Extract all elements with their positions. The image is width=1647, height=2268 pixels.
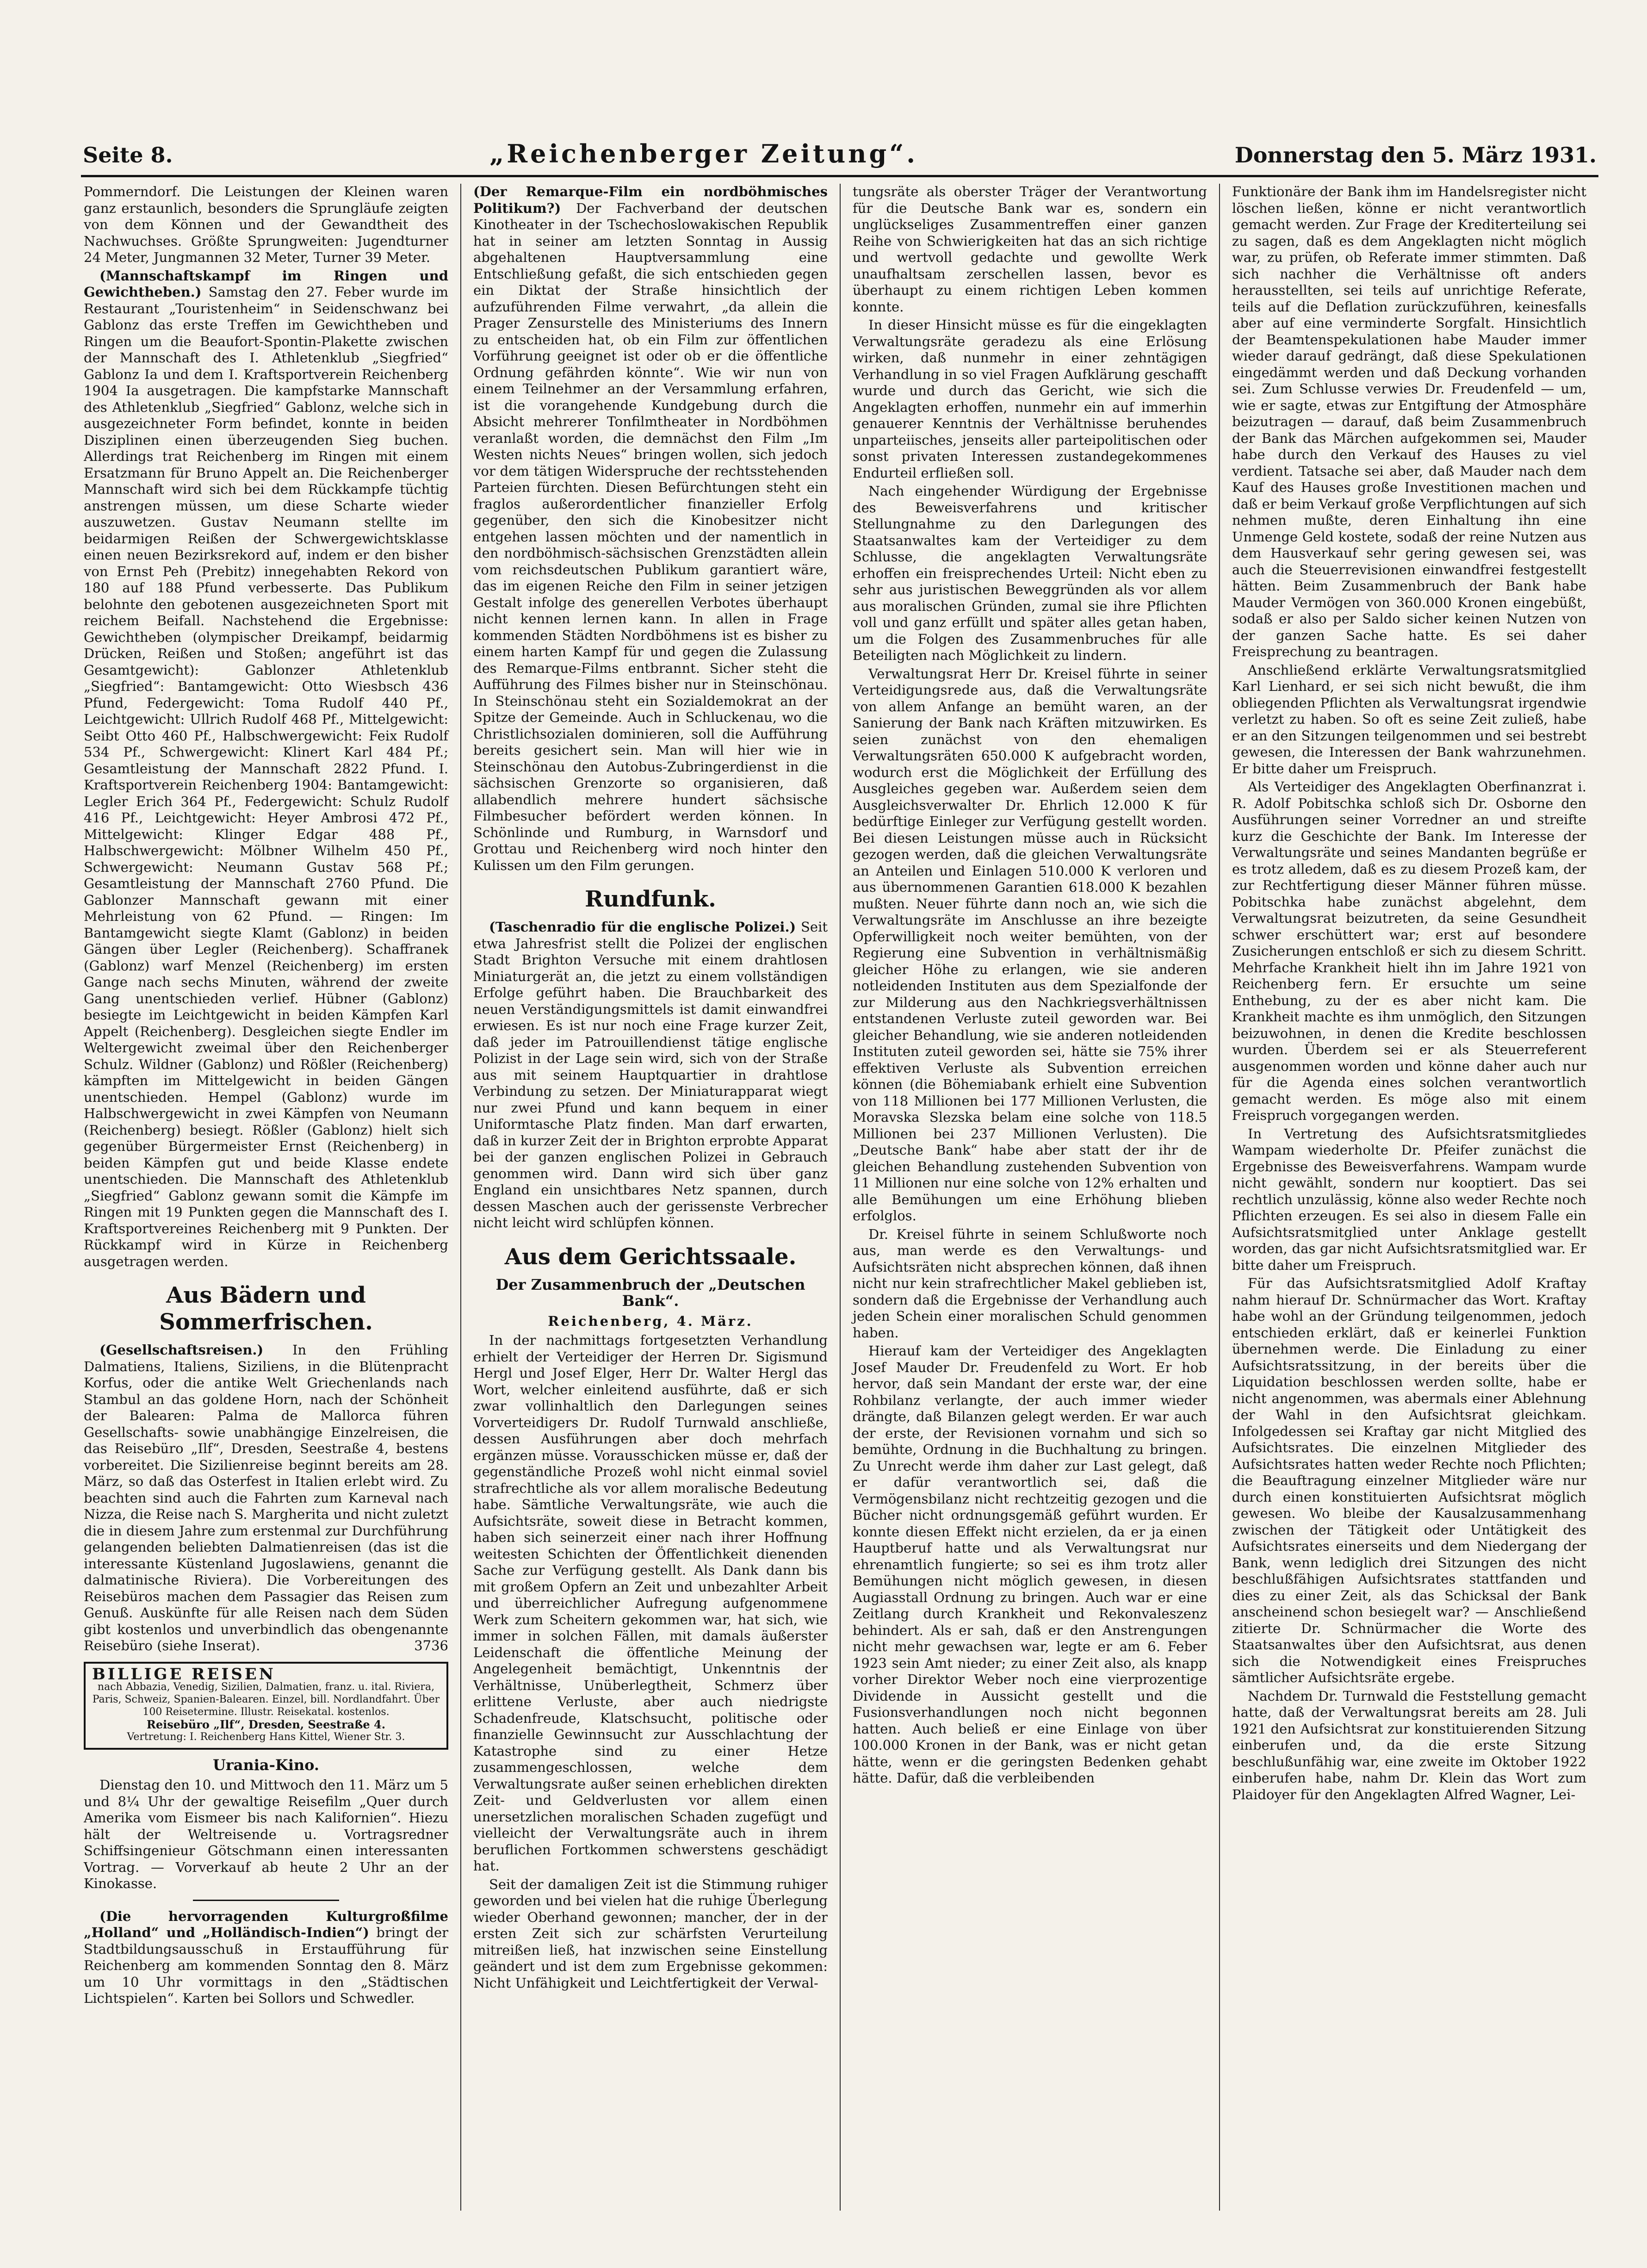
radio-text: Seit etwa Jahresfrist stellt die Polizei der englischen Stadt Brighton Versuche mit einem drahtlosen Miniaturgerät an, die jetzt zu einem vollständigen Erfolge geführt haben. Die Brauchbarkeit des neuen Verständigungsmittels ist damit einwandfrei erwiesen. Es ist nur noch eine Frage kurzer Zeit, daß jeder im Patrouillendienst tätige englische Polizist in der Lage sein wird, sich von der Straße aus mit seinem Hauptquartier in drahtlose Verbindung zu setzen. Der Miniaturapparat wiegt nur zwei Pfund und kann bequem in einer Uniformtasche Platz finden. Man darf erwarten, daß in kurzer Zeit der in Brighton erprobte Apparat bei der ganzen englischen Polizei in Gebrauch genommen wird. Dann wird sich über ganz England ein unsichtbares Netz spannen, durch dessen Maschen auch der gerissenste Verbrecher nicht leicht wird schlüpfen können. (473, 919, 828, 1230)
running-header (81, 139, 1598, 177)
radio-paragraph (473, 919, 828, 1231)
section-heading-radio: Rundfunk. (585, 886, 716, 912)
travel-heading: (Gesellschaftsreisen.) (99, 1342, 264, 1358)
ad-agency: Reisebüro „Ilf“, Dresden, Seestraße 4. (146, 1717, 386, 1731)
cinema-paragraph: Dienstag den 10. und Mittwoch den 11. März um 5 und 8¼ Uhr der gewaltige Reisefilm „Quer durch Amerika vom Eismeer bis nach Kalifornien“. Hiezu hält der Weltreisende u. Vortragsredner Schiffsingenieur Götschmann einen interessanten Vortrag. — Vorverkauf ab heute 2 Uhr an der Kinokasse. (84, 1777, 448, 1891)
remarque-paragraph (473, 184, 828, 874)
court-paragraph-5: Nach eingehender Würdigung der Ergebnisse des Beweisverfahrens und kritischer Stellungnahme zu den Darlegungen des Staatsanwaltes kam der Verteidiger zu dem Schlusse, die angeklagten Verwaltungsräte erhoffen ein freisprechendes Urteil: Nicht eben zu sehr aus juristischen Beweggründen als vor allem aus moralischen Gründen, zumal sie ihre Pflichten voll und ganz erfüllt und später alles getan haben, um die Folgen des Zusammenbruches für alle Beteiligten nach Möglichkeit zu lindern. (853, 483, 1207, 663)
court-paragraph-12: In Vertretung des Aufsichtsratsmitgliedes Wampam wiederholte Dr. Pfeifer zunächst die Ergebnisse des Beweisverfahrens. Wampam wurde nicht gewählt, sondern nur kooptiert. Das sei rechtlich unzulässig, könne also weder Rechte noch Pflichten erzeugen. Es sei also in diesem Falle ein Aufsichtsratsmitglied unter Anklage gestellt worden, das gar nicht Aufsichtsratsmitglied war. Er bitte daher um Freispruch. (1232, 1125, 1586, 1273)
court-paragraph-6: Verwaltungsrat Herr Dr. Kreisel führte in seiner Verteidigungsrede aus, daß die Verwaltungsräte von allem Anfange an bemüht waren, an der Sanierung der Bank nach Kräften mitzuwirken. Es seien zunächst von den ehemaligen Verwaltungsräten 650.000 K aufgebracht worden, wodurch erst die Möglichkeit der Erfüllung des Ausgleiches gegeben war. Außerdem seien dem Ausgleichsverwalter Dr. Ehrlich 12.000 K für bedürftige Einleger zur Verfügung gestellt worden. Bei diesen Leistungen müsse auch in Rücksicht gezogen werden, daß die gleichen Verwaltungsräte an Anteilen und Einlagen 510.000 K verloren und aus übernommenen Garantien 618.000 K bezahlen mußten. Neuer führte dann noch an, wie sich die Verwaltungsräte im Anschlusse an ihre bezeigte Opferwilligkeit noch weiter bemühten, von der Regierung eine Subvention in verhältnismäßig gleicher Höhe zu erlangen, wie sie anderen notleidenden Instituten aus dem Spezialfonde der zur Milderung aus den Nachkriegsverhältnissen entstandenen Verluste zuteil geworden war. Bei gleicher Behandlung, wie sie anderen notleidenden Instituten zuteil geworden sei, hätte sie 75% ihrer effektiven Verluste als Subvention erreichen können (die Böhemiabank erhielt eine Subvention von 118 Millionen bei 177 Millionen Verlusten, die Moravska Slezska belam eine solche von 118.5 Millionen bei 237 Millionen Verlusten). Die „Deutsche Bank“ habe aber statt der ihr de gleichen Behandlung zustehenden Subvention von 11 Millionen nur eine solche von 12% erhalten und alle Bemühungen um eine Erhöhung blieben erfolglos. (853, 665, 1207, 1224)
ad-text: nach Abbazia, Venedig, Sizilien, Dalmatien, franz. u. ital. Riviera, Paris, Schweiz, Spanien-Balearen. Einzel, bill. Nordlandfahrt. Über 100 Reisetermine. Illustr. Reisekatal. kostenlos. (92, 1681, 440, 1718)
column-4 (1219, 184, 1598, 2211)
sports-paragraph: Pommerndorf. Die Leistungen der Kleinen waren ganz erstaunlich, besonders die Sprungläufe zeigten von dem Können und der Gewandtheit des Nachwuchses. Größte Sprungweiten: Jugendturner 24 Meter, Jungmannen 32 Meter, Turner 39 Meter. (84, 184, 448, 265)
court-subheading: Der Zusammenbruch der „Deutschen Bank“. (495, 1275, 805, 1310)
court-paragraph-4: In dieser Hinsicht müsse es für die eingeklagten Verwaltungsräte geradezu als eine Erlösung wirken, daß nunmehr in einer zehntägigen Verhandlung in so viel Fragen Aufklärung geschafft wurde und durch das Gericht, wie sich die Angeklagten erhoffen, nunmehr ein auf immerhin genauerer Kenntnis der Verhältnisse beruhendes unparteiisches, jenseits aller parteipolitischen oder sonst privaten Interessen zustandegekommenes Endurteil erfließen soll. (853, 317, 1207, 481)
court-paragraph-13: Für das Aufsichtsratsmitglied Adolf Kraftay nahm hierauf Dr. Schnürmacher das Wort. Kraftay habe wohl an der Gründung teilgenommen, jedoch entschieden erklärt, daß er keinerlei Funktion übernehmen werde. Die Einladung zu einer Aufsichtsratssitzung, in der bereits über die Liquidation beschlossen werden sollte, habe er nicht angenommen, was abermals einer Ablehnung der Wahl in den Aufsichtsrat gleichkam. Infolgedessen sei Kraftay gar nicht Mitglied des Aufsichtsrates. Die einzelnen Mitglieder des Aufsichtsrates hatten weder Rechte noch Pflichten; die Beauftragung einzelner Mitglieder wäre nur durch einen konstituierten Aufsichtsrat möglich gewesen. Wo bleibe der Kausalzusammenhang zwischen der Tätigkeit oder Untätigkeit des Aufsichtsrates einerseits und dem Niedergang der Bank, wenn lediglich drei Sitzungen des nicht beschlußfähigen Aufsichtsrates stattfanden und dies zu einer Zeit, als das Schicksal der Bank anscheinend schon besiegelt war? — Anschließend zitierte Dr. Schnürmacher die Worte des Staatsanwaltes über den Aufsichtsrat, aus denen sich die Notwendigkeit eines Freispruches sämtlicher Aufsichtsräte ergebe. (1232, 1275, 1586, 1685)
court-paragraph-10: Anschließend erklärte Verwaltungsratsmitglied Karl Lienhard, er sei sich nicht bewußt, die ihm obliegenden Pflichten als Verwaltungsrat irgendwie verletzt zu haben. So oft es seine Zeit zuließ, habe er an den Sitzungen teilgenommen und sei bestrebt gewesen, die Interessen der Bank wahrzunehmen. Er bitte daher um Freispruch. (1232, 662, 1586, 777)
issue-date: Donnerstag den 5. März 1931. (1234, 143, 1597, 168)
section-heading-court: Aus dem Gerichtssaale. (504, 1243, 797, 1270)
court-paragraph-11: Als Verteidiger des Angeklagten Oberfinanzrat i. R. Adolf Pobitschka schloß sich Dr. Osborne den Ausführungen seiner Vorredner an und streifte kurz die Geschichte der Bank. Im Interesse der Verwaltungsräte und seines Mandanten begrüße er es trotz alledem, daß es zu diesem Prozeß kam, der zur Rechtfertigung dieser Männer führen müsse. Pobitschka habe zunächst abgelehnt, dem Verwaltungsrat beizutreten, da seine Gesundheit schwer erschüttert war; erst auf besondere Zusicherungen entschloß er sich zu diesem Schritt. Mehrfache Krankheit hielt ihn im Jahre 1921 von Reichenberg fern. Er ersuchte um seine Enthebung, zu der es aber nicht kam. Die Krankheit machte es ihm unmöglich, den Sitzungen beizuwohnen, in denen die Kredite beschlossen wurden. Überdem sei er als Steuerreferent ausgenommen worden und könne daher auch nur für die Agenda eines solchen verantwortlich gemacht werden. Es möge also mit einem Freispruch vorgegangen werden. (1232, 779, 1586, 1123)
travel-advertisement (84, 1662, 448, 1750)
remarque-text: Der Fachverband der deutschen Kinotheater in der Tschechoslowakischen Republik hat in seiner am letzten Sonntag in Aussig abgehaltenen Hauptversammlung eine Entschließung gefaßt, die sich entschieden gegen ein Diktat der Straße hinsichtlich der aufzuführenden Filme verwahrt, „da allein die Prager Zensurstelle des Ministeriums des Innern zu entscheiden hat, ob ein Film zur öffentlichen Vorführung geeignet ist oder ob er die öffentliche Ordnung gefährden könnte“. Wie wir nun von einem Teilnehmer an der Versammlung erfahren, ist die vorangehende Kundgebung durch die Absicht mehrerer Tonfilmtheater in Nordböhmen veranlaßt worden, die demnächst den Film „Im Westen nichts Neues“ bringen wollen, sich jedoch vor dem tätigen Widerspruche der rechtsstehenden Parteien fürchten. Diesen Befürchtungen steht ein fraglos außerordentlicher finanzieller Erfolg gegenüber, den sich die Kinobesitzer nicht entgehen lassen möchten und der namentlich in den nordböhmisch-sächsischen Grenzstädten allein vom reichsdeutschen Publikum garantiert wäre, das im eigenen Reiche den Film in seiner jetzigen Gestalt infolge des generellen Verbotes überhaupt nicht kennen lernen kann. In allen in Frage kommenden Städten Nordböhmens ist es bisher zu einem harten Kampf für und gegen die Zulassung des Remarque-Films entbrannt. Sicher steht die Aufführung des Filmes bisher nur in Steinschönau. In Steinschönau steht ein Sozialdemokrat an der Spitze der Gemeinde. Auch in Schluckenau, wo die Christlichsozialen dominieren, soll die Aufführung bereits gesichert sein. Man will hier wie in Steinschönau den Autobus-Zubringerdienst in die sächsischen Grenzorte so organisieren, daß allabendlich mehrere hundert sächsische Filmbesucher befördert werden können. In Schönlinde und Rumburg, in Warnsdorf und Grottau und Reichenberg wird noch hinter den Kulissen um den Film gerungen. (473, 200, 828, 873)
remarque-heading: (Der Remarque-Film ein nordböhmisches Politikum?) (473, 184, 828, 216)
newspaper-page (81, 139, 1598, 2221)
court-paragraph-9: Funktionäre der Bank ihm im Handelsregister nicht löschen ließen, könne er nicht verantwortlich gemacht werden. Zur Frage der Krediterteilung sei zu sagen, daß es dem Angeklagten nicht möglich war, zu prüfen, ob Referate immer stimmten. Daß sich nachher die Verhältnisse oft anders herausstellten, sei teils auf unrichtige Referate, teils auf die Deflation zurückzuführen, keinesfalls aber auf eine verminderte Sorgfalt. Hinsichtlich der Beamtenspekulationen habe Mauder immer wieder darauf gedrängt, daß diese Spekulationen eingedämmt werden und daß Deckung vorhanden sei. Zum Schlusse verwies Dr. Freudenfeld — um, wie er sagte, etwas zur Entgiftung der Atmosphäre beizutragen — darauf, daß beim Zusammenbruch der Bank das Märchen aufgekommen sei, Mauder habe durch den Verkauf des Hauses zu viel verdient. Tatsache sei aber, daß Mauder nach dem Kauf des Hauses große Investitionen machen und daß er beim Verkauf große Verpflichtungen auf sich nehmen mußte, deren Einhaltung ihn eine Unmenge Geld kostete, sodaß der reine Nutzen aus dem Hausverkauf sehr gering gewesen sei, was auch die Steuerrevisionen einwandfrei festgestellt hätten. Beim Zusammenbruch der Bank habe Mauder Vermögen von 360.000 Kronen eingebüßt, sodaß er also per Saldo sicher keinen Nutzen von der ganzen Sache hatte. Es sei daher Freisprechung zu beantragen. (1232, 184, 1586, 659)
column-1 (81, 184, 460, 2211)
cinema-heading: Urania-Kino. (212, 1756, 320, 1774)
section-heading-baths: Aus Bädern und Sommerfrischen. (159, 1282, 373, 1335)
page-number: Seite 8. (83, 143, 173, 168)
column-3 (840, 184, 1219, 2211)
court-paragraph-7: Dr. Kreisel führte in seinem Schlußworte noch aus, man werde es den Verwaltungs- und Aufsichtsräten nicht absprechen können, daß ihnen nicht nur kein strafrechtlicher Makel geblieben ist, sondern daß die Ergebnisse der Verhandlung auch jeden Schein einer moralischen Schuld genommen haben. (853, 1226, 1207, 1341)
ad-title: BILLIGE REISEN (92, 1665, 276, 1684)
court-paragraph-3: tungsräte als oberster Träger der Verantwortung für die Deutsche Bank war es, sondern ein unglückseliges Zusammentreffen einer ganzen Reihe von Schwierigkeiten hat das an sich richtige und wertvoll gedachte und gewollte Werk unaufhaltsam zerschellen lassen, bevor es überhaupt zu einem richtigen Leben kommen konnte. (853, 184, 1207, 315)
wrestling-paragraph (84, 268, 448, 1270)
culture-film-heading: (Die hervorragenden Kulturgroßfilme „Holland“ und „Holländisch-Indien“) (84, 1908, 448, 1940)
ad-reference-number: 3736 (414, 1638, 448, 1653)
court-paragraph-14: Nachdem Dr. Turnwald die Feststellung gemacht hatte, daß der Verwaltungsrat bereits am 28. Juli 1921 den Aufsichtsrat zur konstituierenden Sitzung einberufen und, da die erste Sitzung beschlußunfähig war, eine zweite im Oktober 1922 einberufen habe, nahm Dr. Klein das Wort zum Plaidoyer für den Angeklagten Alfred Wagner, Lei- (1232, 1688, 1586, 1802)
divider (193, 1900, 339, 1901)
ad-representation: Vertretung: I. Reichenberg Hans Kittel, Wiener Str. 3. (127, 1731, 405, 1743)
travel-text: In den Frühling Dalmatiens, Italiens, Siziliens, in die Blütenpracht Korfus, oder die antike Welt Griechenlands nach Stambul an das goldene Horn, nach der Schönheit der Balearen: Palma de Mallorca führen Gesellschafts- sowie unabhängige Einzelreisen, die das Reisebüro „Ilf“, Dresden, Seestraße 4, bestens vorbereitet. Die Sizilienreise beginnt bereits am 28. März, so daß das Osterfest in Italien erlebt wird. Zu beachten sind auch die Fahrten zum Karneval nach Nizza, die Reise nach S. Margherita und nicht zuletzt die in diesem Jahre zum erstenmal zur Durchführung gelangenden beliebten Dalmatienreisen (das ist die interessante Küstenland Jugoslawiens, genannt die dalmatinische Riviera). Die Vorbereitungen des Reisebüros machen dem Passagier das Reisen zum Genuß. Auskünfte für alle Reisen nach dem Süden gibt kostenlos und unverbindlich das obengenannte Reisebüro (siehe Inserat). (84, 1342, 448, 1653)
travel-paragraph (84, 1342, 448, 1654)
court-dateline: Reichenberg, 4. März. (548, 1313, 753, 1329)
column-2 (460, 184, 840, 2211)
radio-heading: (Taschenradio für die englische Polizei.) (489, 919, 796, 935)
wrestling-heading: (Mannschaftskampf im Ringen und Gewichtheben.) (84, 267, 448, 300)
newspaper-title: „Reichenberger Zeitung“. (489, 139, 918, 168)
court-paragraph-2: Seit der damaligen Zeit ist die Stimmung ruhiger geworden und bei vielen hat die ruhige Überlegung wieder Oberhand gewonnen; mancher, der in der ersten Zeit sich zur schärfsten Verurteilung mitreißen ließ, hat inzwischen seine Einstellung geändert und ist dem zum Ergebnisse gekommen: Nicht Unfähigkeit und Leichtfertigkeit der Verwal- (473, 1876, 828, 1991)
culture-film-text: bringt der Stadtbildungsausschuß in Erstaufführung für Reichenberg am kommenden Sonntag den 8. März um 10 Uhr vormittags in den „Städtischen Lichtspielen“. Karten bei Sollors und Schwedler. (84, 1925, 449, 2006)
court-paragraph-1: In der nachmittags fortgesetzten Verhandlung erhielt der Verteidiger der Herren Dr. Sigismund Hergl und Josef Elger, Herr Dr. Walter Hergl das Wort, welcher einleitend ausführte, daß er sich zwar vollinhaltlich den Darlegungen seines Vorverteidigers Dr. Rudolf Turnwald anschließe, dessen Ausführungen aber doch mehrfach ergänzen müsse. Vorausschicken müsse er, daß der gegenständliche Prozeß wohl nicht einmal soviel strafrechtliche als vor allem moralische Bedeutung habe. Sämtliche Verwaltungsräte, wie auch die Aufsichtsräte, soweit diese in Betracht kommen, haben sich seinerzeit einer nach ihrer Hoffnung weitesten Schichten der Öffentlichkeit dienenden Sache zur Verfügung gestellt. Als Dank dann bis mit großem Opfern an Zeit und unbezahlter Arbeit und überreichlicher Aufregung aufgenommene Werk zum Scheitern gekommen war, hat sich, wie immer in solchen Fällen, mit damals äußerster Leidenschaft die öffentliche Meinung der Angelegenheit bemächtigt, Unkenntnis der Verhältnisse, Unüberlegtheit, Schmerz über erlittene Verluste, aber auch niedrigste Schadenfreude, Klatschsucht, politische oder finanzielle Gewinnsucht zur Ausschlachtung der Katastrophe sind zu einer Hetze zusammengeschlossen, welche dem Verwaltungsrate außer seinen erheblichen direkten Zeit- und Geldverlusten vor allem einen unersetzlichen moralischen Schaden zugefügt und vielleicht der Verwaltungsräte auch in ihrem beruflichen Fortkommen schwerstens geschädigt hat. (473, 1332, 828, 1874)
wrestling-text: Samstag den 27. Feber wurde im Restaurant „Touristenheim“ in Seidenschwanz bei Gablonz das erste Treffen im Gewichtheben und Ringen um die Beaufort-Spontin-Plakette zwischen der Mannschaft des I. Athletenklub „Siegfried“ Gablonz Ia und dem I. Kraftsportverein Reichenberg 1904 Ia ausgetragen. Die kampfstarke Mannschaft des Athletenklub „Siegfried“ Gablonz, welche sich in ausgezeichneter Form befindet, konnte in beiden Disziplinen einen überzeugenden Sieg buchen. Allerdings trat Reichenberg im Ringen mit einem Ersatzmann für Bruno Appelt an. Die Reichenberger Mannschaft wird sich bei dem Rückkampfe tüchtig anstrengen müssen, um diese Scharte wieder auszuwetzen. Gustav Neumann stellte im beidarmigen Reißen der Schwergewichtsklasse einen neuen Bezirksrekord auf, indem er den bisher von Ernst Peh (Prebitz) innegehabten Rekord von 180 auf 188 Pfund verbesserte. Das Publikum belohnte den gebotenen ausgezeichneten Sport mit reichem Beifall. Nachstehend die Ergebnisse: Gewichtheben (olympischer Dreikampf, beidarmig Drücken, Reißen und Stoßen; angeführt ist das Gesamtgewicht): Gablonzer Athletenklub „Siegfried“: Bantamgewicht: Otto Wiesbsch 436 Pfund, Federgewicht: Toma Rudolf 440 Pf., Leichtgewicht: Ullrich Rudolf 468 Pf., Mittelgewicht: Seibt Otto 460 Pf., Halbschwergewicht: Feix Rudolf 534 Pf., Schwergewicht: Klinert Karl 484 Pf.; Gesamtleistung der Mannschaft 2822 Pfund. I. Kraftsportverein Reichenberg 1904: Bantamgewicht: Legler Erich 364 Pf., Federgewicht: Schulz Rudolf 416 Pf., Leichtgewicht: Heyer Ambrosi 472 Pf., Mittelgewicht: Klinger Edgar 488 Pf., Halbschwergewicht: Mölbner Wilhelm 450 Pf., Schwergewicht: Neumann Gustav 568 Pf.; Gesamtleistung der Mannschaft 2760 Pfund. Die Gablonzer Mannschaft gewann mit einer Mehrleistung von 62 Pfund. — Ringen: Im Bantamgewicht siegte Klamt (Gablonz) in beiden Gängen über Legler (Reichenberg). Schaffranek (Gablonz) warf Menzel (Reichenberg) im ersten Gange nach sechs Minuten, während der zweite Gang unentschieden verlief. Hübner (Gablonz) besiegte im Leichtgewicht in beiden Kämpfen Karl Appelt (Reichenberg). Desgleichen siegte Endler im Weltergewicht zweimal über den Reichenberger Schulz. Wildner (Gablonz) und Rößler (Reichenberg) kämpften im Mittelgewicht in beiden Gängen unentschieden. Hempel (Gablonz) wurde im Halbschwergewicht in zwei Kämpfen von Neumann (Reichenberg) besiegt. Rößler (Gablonz) hielt sich gegenüber Bürgermeister Ernst (Reichenberg) in beiden Kämpfen gut und beide Klasse endete unentschieden. Die Mannschaft des Athletenklub „Siegfried“ Gablonz gewann somit die Kämpfe im Ringen mit 19 Punkten gegen die Mannschaft des I. Kraftsportvereines Reichenberg mit 9 Punkten. Der Rückkampf wird in Kürze in Reichenberg ausgetragen werden. (84, 284, 449, 1269)
court-paragraph-8: Hierauf kam der Verteidiger des Angeklagten Josef Mauder Dr. Freudenfeld zu Wort. Er hob hervor, daß sein Mandant der erste war, der eine Rohbilanz verlangte, der auch immer wieder drängte, daß Bilanzen gelegt werden. Er war auch der erste, der Revisionen vornahm und sich so bemühte, Ordnung in die Buchhaltung zu bringen. Zu Unrecht werde ihm daher zur Last gelegt, daß er dafür verantwortlich sei, daß die Vermögensbilanz nicht rechtzeitig gezogen und die Bücher nicht ordnungsgemäß geführt wurden. Er konnte diesen Effekt nicht erzielen, da er ja einen Hauptberuf hatte und als Verwaltungsrat nur ehrenamtlich fungierte; so sei es ihm trotz aller Bemühungen nicht möglich gewesen, in diesen Augiasstall Ordnung zu bringen. Auch war er eine Zeitlang durch Krankheit und Rekonvaleszenz behindert. Als er sah, daß er den Anstrengungen nicht mehr gewachsen war, legte er am 6. Feber 1923 sein Amt nieder; zu einer Zeit also, als knapp vorher Direktor Weber noch eine vierprozentige Dividende in Aussicht gestellt und die Fusionsverhandlungen noch nicht begonnen hatten. Auch beließ er eine Einlage von über 100.000 Kronen in der Bank, was er nicht getan hätte, wenn er die geringsten Bedenken gehabt hätte. Dafür, daß die verbleibenden (853, 1343, 1207, 1786)
culture-film-paragraph (84, 1908, 448, 2007)
article-columns (81, 184, 1598, 2211)
